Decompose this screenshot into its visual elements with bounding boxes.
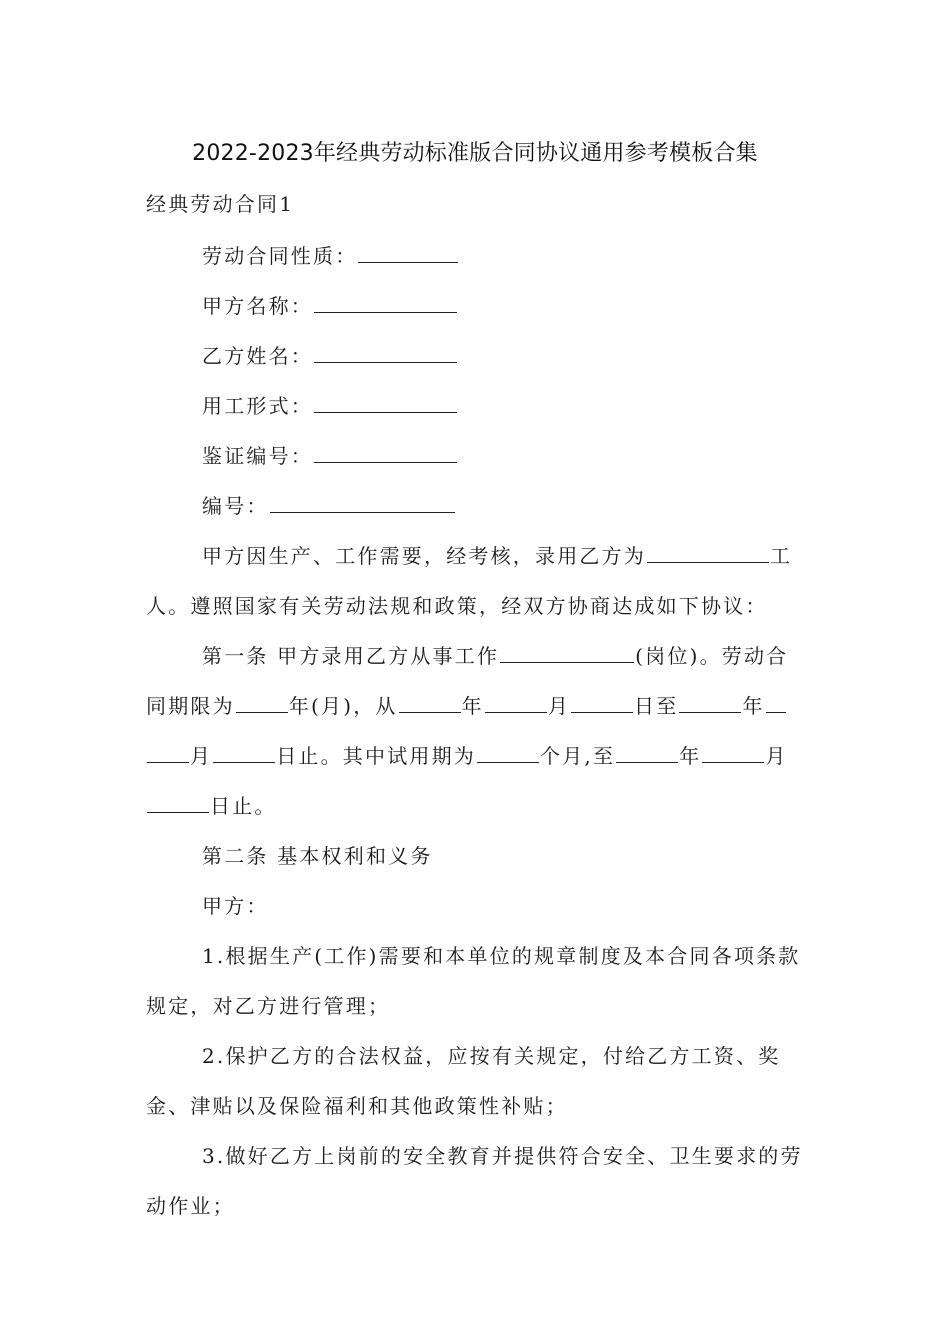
article-text: 年(月)，从 <box>288 694 398 718</box>
item2-line-1: 2.保护乙方的合法权益，应按有关规定，付给乙方工资、奖 <box>202 1044 781 1068</box>
item2-line-2: 金、津贴以及保险福利和其他政策性补贴； <box>146 1094 568 1118</box>
item3-line-2: 动作业； <box>146 1194 235 1218</box>
article-text: 个月,至 <box>540 744 616 768</box>
blank-line <box>500 642 634 663</box>
party-a-label: 甲方： <box>202 894 269 918</box>
blank-line <box>647 542 769 563</box>
article-text: 年 <box>742 694 765 718</box>
blank-line <box>270 492 455 513</box>
blank-line <box>314 292 457 313</box>
article-text: 日至 <box>634 694 679 718</box>
field-party-a-name <box>202 290 458 319</box>
field-label: 鉴证编号： <box>202 444 313 468</box>
field-label: 甲方名称： <box>202 294 313 318</box>
blank-line <box>147 742 189 763</box>
article-text: 月 <box>765 744 788 768</box>
article2-heading: 第二条 基本权利和义务 <box>202 844 433 868</box>
field-label: 用工形式： <box>202 394 313 418</box>
article1-line-4 <box>146 790 277 819</box>
blank-line <box>679 692 741 713</box>
blank-line <box>571 692 633 713</box>
field-verification-number <box>202 440 458 469</box>
section-heading: 经典劳动合同1 <box>146 192 295 216</box>
article1-line-1 <box>202 640 788 669</box>
article1-line-3 <box>146 740 788 769</box>
blank-line <box>616 742 678 763</box>
intro-text: 甲方因生产、工作需要，经考核，录用乙方为 <box>202 544 646 568</box>
article-text: 月 <box>547 694 571 718</box>
article-text: (岗位)。劳动合 <box>635 644 789 668</box>
field-employment-form <box>202 390 458 419</box>
blank-line <box>702 742 764 763</box>
field-label: 编号： <box>202 494 269 518</box>
article-text: 年 <box>679 744 702 768</box>
blank-line <box>147 792 209 813</box>
item1-line-2: 规定，对乙方进行管理； <box>146 994 391 1018</box>
item1-line-1: 1.根据生产(工作)需要和本单位的规章制度及本合同各项条款 <box>202 944 801 968</box>
article-text: 同期限为 <box>146 694 235 718</box>
document-title: 2022-2023年经典劳动标准版合同协议通用参考模板合集 <box>192 141 758 166</box>
intro-line-1 <box>202 540 792 569</box>
blank-line <box>213 742 275 763</box>
blank-line <box>485 692 547 713</box>
field-contract-nature <box>202 240 459 269</box>
blank-line <box>399 692 461 713</box>
blank-line <box>314 342 457 363</box>
blank-line <box>477 742 539 763</box>
field-party-b-name <box>202 340 458 369</box>
blank-line <box>236 692 288 713</box>
item3-line-1: 3.做好乙方上岗前的安全教育并提供符合安全、卫生要求的劳 <box>202 1144 803 1168</box>
article1-line-2 <box>146 690 787 719</box>
intro-line-2: 人。遵照国家有关劳动法规和政策，经双方协商达成如下协议： <box>146 594 768 618</box>
article-text: 月 <box>190 744 213 768</box>
article-text: 日止。 <box>210 794 277 818</box>
field-label: 劳动合同性质： <box>202 244 358 268</box>
field-label: 乙方姓名： <box>202 344 313 368</box>
blank-line <box>766 692 786 713</box>
field-number <box>202 490 456 519</box>
blank-line <box>314 442 457 463</box>
intro-text: 工 <box>770 544 793 568</box>
article-text: 第一条 甲方录用乙方从事工作 <box>202 644 500 668</box>
article-text: 年 <box>461 694 484 718</box>
article-text: 日止。其中试用期为 <box>276 744 477 768</box>
blank-line <box>314 392 457 413</box>
blank-line <box>358 242 458 263</box>
